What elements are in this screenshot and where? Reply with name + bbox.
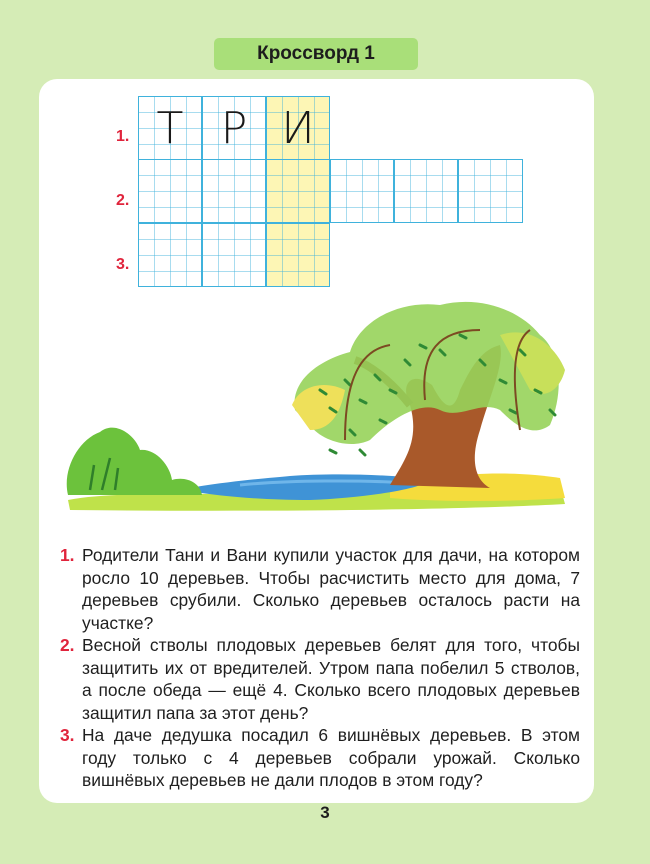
crossword-cell[interactable] [138,159,202,223]
crossword-title: Кроссворд 1 [214,38,418,70]
task-text: Весной стволы плодовых деревьев белят для того, чтобы защитить их от вредителей. Утром папа побелил 5 стволов, а после обеда — ещё 4. Сколько всего плодовых деревьев защитил папа за этот день? [82,635,580,724]
crossword-cell[interactable] [330,159,394,223]
task-3 [60,724,580,792]
task-text: На даче дедушка посадил 6 вишнёвых деревьев. В этом году только с 4 деревьев собрали урожай. Сколько вишнёвых деревьев не дали плодов в этом году? [82,725,580,791]
crossword-cell[interactable] [458,159,523,223]
crossword-cell-highlighted[interactable]: И [266,96,330,160]
row-label-2: 2. [116,192,130,209]
task-number: 3. [60,725,75,745]
row-label-1: 1. [116,128,130,145]
crossword-cell[interactable] [394,159,458,223]
crossword-cell[interactable] [202,159,266,223]
crossword-cell[interactable]: Р [202,96,266,160]
task-1 [60,544,580,635]
crossword-cell-highlighted[interactable] [266,159,330,223]
row-label-3: 3. [116,256,130,273]
crossword-cell[interactable] [138,223,202,287]
task-2 [60,634,580,725]
crossword-cell-highlighted[interactable] [266,223,330,287]
task-text: Родители Тани и Вани купили участок для дачи, на котором росло 10 деревьев. Чтобы расчистить место для дома, 7 деревьев срубили. Сколько деревьев осталось расти на участке? [82,545,580,634]
crossword-cell[interactable] [202,223,266,287]
task-number: 2. [60,635,75,655]
task-number: 1. [60,545,75,565]
crossword-cell[interactable]: Т [138,96,202,160]
willow-pond-illustration [60,290,580,520]
page-number: 3 [320,803,330,822]
